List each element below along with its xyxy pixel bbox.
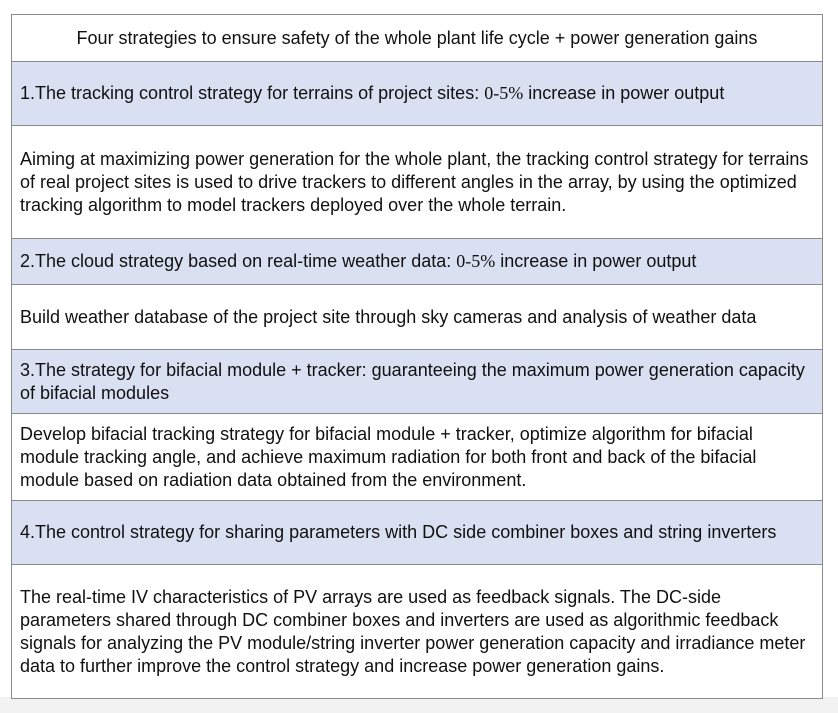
strategy-4-heading: 4.The control strategy for sharing parameters with DC side combiner boxes and string inverters bbox=[12, 501, 823, 565]
table-title-row bbox=[12, 15, 823, 62]
strategy-4-body-row bbox=[12, 565, 823, 699]
strategy-1-heading-row bbox=[12, 62, 823, 126]
strategy-4-description: The real-time IV characteristics of PV arrays are used as feedback signals. The DC-side parameters shared through DC combiner boxes and inverters are used as algorithmic feedback signals for analyzing the PV module/string inverter power generation capacity and irradiance meter data to further improve the control strategy and increase power generation gains. bbox=[12, 565, 823, 699]
strategy-2-description: Build weather database of the project site through sky cameras and analysis of weather data bbox=[12, 285, 823, 350]
strategy-1-heading bbox=[12, 62, 823, 126]
strategy-1-body-row bbox=[12, 126, 823, 239]
strategy-2-heading-text: 2.The cloud strategy based on real-time weather data: bbox=[20, 251, 457, 271]
strategy-3-description: Develop bifacial tracking strategy for bifacial module + tracker, optimize algorithm for bifacial module tracking angle, and achieve maximum radiation for both front and back of the bifacial module based on radiation data obtained from the environment. bbox=[12, 414, 823, 501]
strategy-2-heading-suffix: increase in power output bbox=[495, 251, 697, 271]
strategy-1-description: Aiming at maximizing power generation for the whole plant, the tracking control strategy for terrains of real project sites is used to drive trackers to different angles in the array, by using the optimized tracking algorithm to model trackers deployed over the whole terrain. bbox=[12, 126, 823, 239]
strategy-table bbox=[11, 14, 823, 699]
table-title: Four strategies to ensure safety of the whole plant life cycle + power generation gains bbox=[12, 15, 823, 62]
strategy-3-heading: 3.The strategy for bifacial module + tracker: guaranteeing the maximum power generation capacity of bifacial modules bbox=[12, 350, 823, 414]
strategy-4-heading-row bbox=[12, 501, 823, 565]
strategy-1-heading-text: 1.The tracking control strategy for terrains of project sites: bbox=[20, 83, 485, 103]
strategy-3-body-row bbox=[12, 414, 823, 501]
strategy-2-heading-row bbox=[12, 239, 823, 285]
strategy-2-heading bbox=[12, 239, 823, 285]
strategy-3-heading-row bbox=[12, 350, 823, 414]
strategy-1-gain-value: 0-5% bbox=[484, 83, 524, 103]
page-bottom-strip bbox=[0, 697, 838, 713]
strategy-1-heading-suffix: increase in power output bbox=[523, 83, 725, 103]
strategy-2-body-row bbox=[12, 285, 823, 350]
strategy-2-gain-value: 0-5% bbox=[456, 251, 496, 271]
